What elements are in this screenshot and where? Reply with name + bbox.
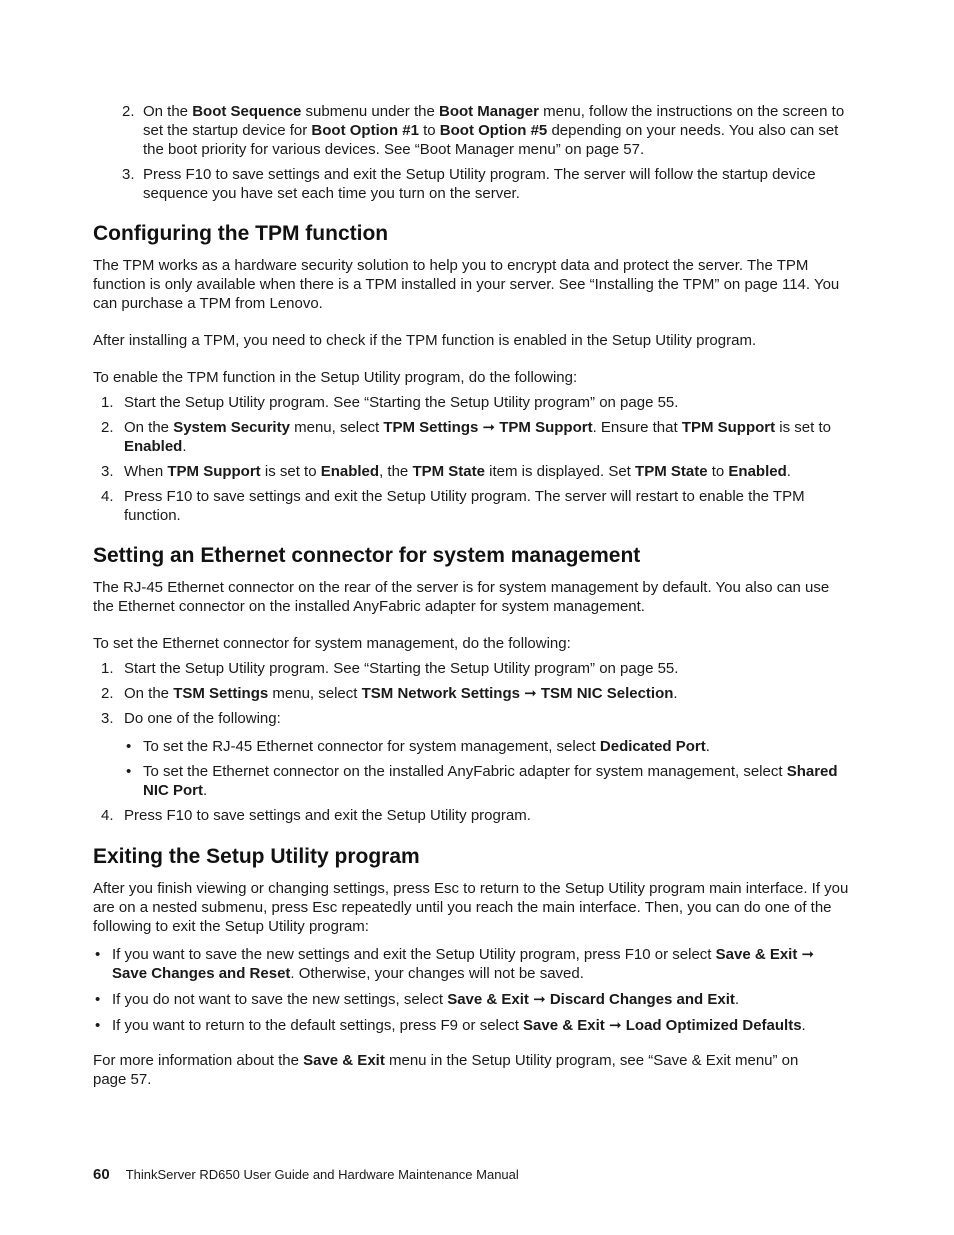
step-number: 3.	[122, 166, 135, 183]
step-number: 4.	[101, 488, 114, 505]
paragraph: For more information about the Save & Exit menu in the Setup Utility program, see “Save & Exit menu” on page 57.	[93, 1052, 799, 1088]
bullet-icon: •	[126, 763, 132, 780]
exit-options-list	[93, 945, 853, 1042]
list-item: • To set the Ethernet connector on the installed AnyFabric adapter for system management, select Shared NIC Port.	[126, 763, 838, 799]
arrow-right-icon: ➞	[482, 419, 496, 436]
list-item: • To set the RJ-45 Ethernet connector for system management, select Dedicated Port.	[126, 738, 710, 755]
step-number: 1.	[101, 660, 114, 677]
paragraph: To enable the TPM function in the Setup Utility program, do the following:	[93, 369, 578, 386]
list-item: 3. Do one of the following:	[101, 710, 281, 727]
section-heading-ethernet: Setting an Ethernet connector for system management	[93, 544, 641, 567]
list-item: • If you want to return to the default settings, press F9 or select Save & Exit ➞ Load Optimized Defaults.	[95, 1017, 806, 1034]
list-item: 2. On the Boot Sequence submenu under the Boot Manager menu, follow the instructions on the screen to set the startup device for Boot Option #1 to Boot Option #5 depending on your needs. You also can set the boot priority for various devices. See “Boot Manager menu” on page 57.	[122, 103, 845, 158]
arrow-right-icon: ➞	[608, 1017, 622, 1034]
step-number: 4.	[101, 807, 114, 824]
list-item: 4. Press F10 to save settings and exit the Setup Utility program.	[101, 807, 531, 824]
paragraph: After you finish viewing or changing settings, press Esc to return to the Setup Utility program main interface. If you are on a nested submenu, press Esc repeatedly until you reach the main interface. Then, you can do one of the following to exit the Setup Utility program:	[93, 880, 849, 935]
list-item: • If you do not want to save the new settings, select Save & Exit ➞ Discard Changes and Exit.	[95, 991, 740, 1008]
tpm-steps	[93, 393, 853, 525]
list-item: 3. When TPM Support is set to Enabled, the TPM State item is displayed. Set TPM State to Enabled.	[101, 463, 791, 480]
paragraph: To set the Ethernet connector for system management, do the following:	[93, 635, 571, 652]
arrow-right-icon: ➞	[533, 991, 546, 1008]
step-number: 2.	[101, 419, 114, 436]
step-number: 2.	[122, 103, 135, 120]
paragraph: After installing a TPM, you need to check if the TPM function is enabled in the Setup Utility program.	[93, 332, 757, 349]
ethernet-steps	[93, 659, 853, 825]
arrow-right-icon: ➞	[801, 946, 815, 963]
step-number: 2.	[101, 685, 114, 702]
list-item: • If you want to save the new settings and exit the Setup Utility program, press F10 or select Save & Exit ➞ Save Changes and Reset. Otherwise, your changes will not be saved.	[95, 946, 815, 982]
arrow-right-icon: ➞	[524, 685, 537, 702]
page-footer	[93, 1166, 519, 1184]
list-item: 1. Start the Setup Utility program. See “Starting the Setup Utility program” on page 55.	[101, 660, 679, 677]
step-number: 3.	[101, 710, 114, 727]
paragraph: The TPM works as a hardware security solution to help you to encrypt data and protect the server. The TPM function is only available when there is a TPM installed in your server. See “Installing the TPM” on page 114. You can purchase a TPM from Lenovo.	[93, 257, 840, 312]
list-item: 2. On the System Security menu, select TPM Settings ➞ TPM Support. Ensure that TPM Support is set to Enabled.	[101, 419, 831, 455]
step-number: 3.	[101, 463, 114, 480]
bullet-icon: •	[95, 991, 101, 1008]
paragraph: The RJ-45 Ethernet connector on the rear of the server is for system management by default. You also can use the Ethernet connector on the installed AnyFabric adapter for system management.	[93, 579, 830, 615]
page-number: 60	[93, 1166, 110, 1183]
manual-title: ThinkServer RD650 User Guide and Hardware Maintenance Manual	[125, 1167, 519, 1182]
bullet-icon: •	[95, 1017, 101, 1034]
bullet-icon: •	[95, 946, 101, 963]
boot-sequence-steps	[93, 102, 853, 203]
list-item: 4. Press F10 to save settings and exit the Setup Utility program. The server will restart to enable the TPM function.	[101, 488, 805, 524]
bullet-icon: •	[126, 738, 132, 755]
section-heading-tpm: Configuring the TPM function	[93, 222, 389, 245]
list-item: 3. Press F10 to save settings and exit the Setup Utility program. The server will follow the startup device sequence you have set each time you turn on the server.	[122, 166, 816, 202]
list-item: 2. On the TSM Settings menu, select TSM Network Settings ➞ TSM NIC Selection.	[101, 685, 678, 702]
list-item: 1. Start the Setup Utility program. See “Starting the Setup Utility program” on page 55.	[101, 394, 679, 411]
step-number: 1.	[101, 394, 114, 411]
section-heading-exiting: Exiting the Setup Utility program	[93, 845, 420, 868]
